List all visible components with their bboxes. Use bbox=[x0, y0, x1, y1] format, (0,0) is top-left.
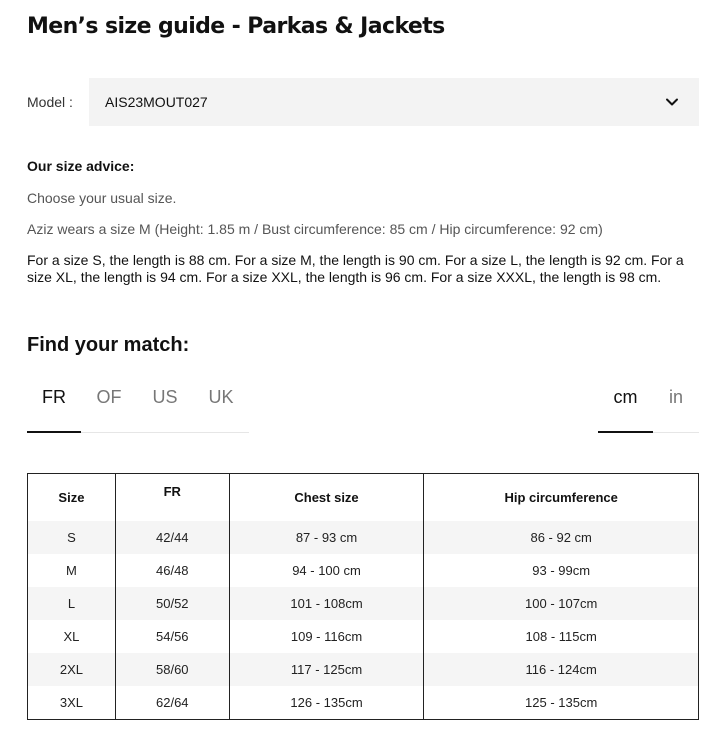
cell-chest: 87 - 93 cm bbox=[229, 521, 424, 554]
tab-of[interactable]: OF bbox=[96, 387, 122, 407]
header-chest-size: Chest size bbox=[229, 474, 424, 522]
table-row bbox=[28, 587, 699, 620]
table-row bbox=[28, 620, 699, 653]
size-table bbox=[27, 473, 699, 720]
cell-chest: 109 - 116cm bbox=[229, 620, 424, 653]
cell-chest: 101 - 108cm bbox=[229, 587, 424, 620]
cell-hip: 100 - 107cm bbox=[424, 587, 699, 620]
cell-hip: 86 - 92 cm bbox=[424, 521, 699, 554]
cell-size: 2XL bbox=[28, 653, 116, 686]
cell-fr: 46/48 bbox=[115, 554, 229, 587]
cell-hip: 125 - 135cm bbox=[424, 686, 699, 720]
size-advice-lengths: For a size S, the length is 88 cm. For a size M, the length is 90 cm. For a size L, the length is 92 cm. For a size XL, the length is 94 cm. For a size XXL, the length is 96 cm. For a size XXXL, the length is 98 cm. bbox=[27, 252, 684, 285]
cell-hip: 108 - 115cm bbox=[424, 620, 699, 653]
size-system-tabs bbox=[27, 377, 249, 433]
cell-fr: 62/64 bbox=[115, 686, 229, 720]
cell-fr: 42/44 bbox=[115, 521, 229, 554]
cell-size: S bbox=[28, 521, 116, 554]
cell-size: M bbox=[28, 554, 116, 587]
cell-fr: 54/56 bbox=[115, 620, 229, 653]
chevron-down-icon bbox=[665, 95, 679, 109]
tab-us[interactable]: US bbox=[152, 387, 178, 407]
table-row bbox=[28, 554, 699, 587]
page-title: Men’s size guide - Parkas & Jackets bbox=[27, 14, 445, 39]
table-header-row bbox=[28, 474, 699, 522]
table-row bbox=[28, 653, 699, 686]
unit-tabs bbox=[598, 377, 699, 433]
tab-cm[interactable]: cm bbox=[598, 377, 653, 432]
table-row bbox=[28, 686, 699, 720]
size-advice-usual: Choose your usual size. bbox=[27, 190, 177, 206]
cell-size: L bbox=[28, 587, 116, 620]
cell-chest: 126 - 135cm bbox=[229, 686, 424, 720]
header-hip-circumference: Hip circumference bbox=[424, 474, 699, 522]
size-advice-model-measurements: Aziz wears a size M (Height: 1.85 m / Bust circumference: 85 cm / Hip circumference: 92 cm) bbox=[27, 221, 603, 237]
tab-in[interactable]: in bbox=[668, 387, 683, 407]
header-size: Size bbox=[28, 474, 116, 522]
model-select-value: AIS23MOUT027 bbox=[105, 94, 208, 110]
cell-fr: 58/60 bbox=[115, 653, 229, 686]
size-advice-title: Our size advice: bbox=[27, 158, 135, 174]
model-label: Model : bbox=[27, 94, 73, 110]
table-row bbox=[28, 521, 699, 554]
model-select[interactable] bbox=[89, 78, 699, 126]
tab-fr[interactable]: FR bbox=[27, 377, 81, 432]
cell-chest: 94 - 100 cm bbox=[229, 554, 424, 587]
header-fr: FR bbox=[115, 474, 229, 522]
cell-hip: 93 - 99cm bbox=[424, 554, 699, 587]
cell-size: 3XL bbox=[28, 686, 116, 720]
cell-chest: 117 - 125cm bbox=[229, 653, 424, 686]
cell-size: XL bbox=[28, 620, 116, 653]
cell-hip: 116 - 124cm bbox=[424, 653, 699, 686]
cell-fr: 50/52 bbox=[115, 587, 229, 620]
find-match-title: Find your match: bbox=[27, 334, 190, 356]
tab-uk[interactable]: UK bbox=[208, 387, 234, 407]
